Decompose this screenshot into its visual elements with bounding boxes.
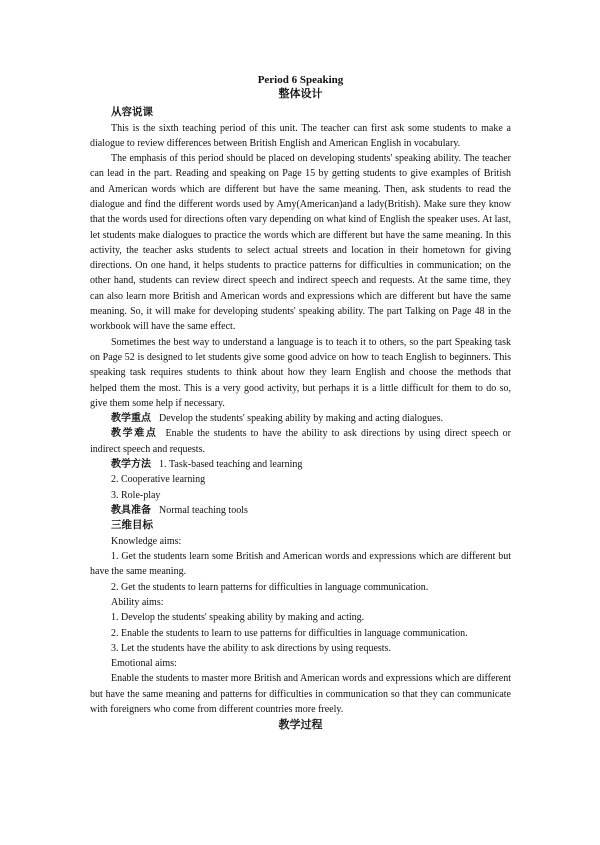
key-points — [90, 411, 511, 426]
emotional-aims-label: Emotional aims: — [111, 658, 177, 670]
document-page — [90, 73, 511, 733]
methods-item-1: 1. Task-based teaching and learning — [159, 459, 303, 471]
key-points-text: Develop the students' speaking ability by making and acting dialogues. — [159, 413, 443, 425]
heading-lesson-talk: 从容说课 — [111, 107, 153, 118]
knowledge-aims-label: Knowledge aims: — [111, 535, 182, 547]
ability-aim-1: 1. Develop the students' speaking ability by making and acting. — [111, 612, 365, 624]
key-points-label: 教学重点 — [111, 413, 151, 425]
knowledge-aim-1: 1. Get the students learn some British and American words and expressions which are different but have the same meaning. — [90, 551, 511, 578]
ability-aims-label: Ability aims: — [111, 596, 164, 608]
intro-paragraph-2: The emphasis of this period should be placed on developing students' speaking ability. The teacher can lead in the part. Reading and speaking on Page 15 by getting students to give examples of British and American words which are different but have the same meaning. Then, ask students to read the dialogue and find the different words used by Amy(American)and a lady(British). Make sure they know that the words used for directions often vary depending on what kind of English the speaker uses. At last, let students make dialogues to practice the words which are different but have the same meaning. In this activity, the teacher asks students to select actual streets and location in their hometown for giving directions. On one hand, it helps students to practice patterns for difficulties in communication; on the other hand, students can review direct speech and indirect speech and requests. At the same time, they can also learn more British and American words and expressions which are different but have the same meaning. So, it will make for developing students' speaking ability. The part Talking on Page 48 in the workbook will have the same effect. — [90, 153, 511, 333]
teaching-aids-text: Normal teaching tools — [159, 504, 248, 516]
difficult-points-text: Enable the students to have the ability to ask directions by using direct speech or indirect speech and requests. — [90, 428, 511, 455]
period-title: Period 6 Speaking — [257, 74, 344, 86]
ability-aim-2: 2. Enable the students to learn to use patterns for difficulties in language communication. — [111, 627, 468, 639]
teaching-aids — [90, 503, 511, 518]
knowledge-aim-2: 2. Get the students to learn patterns for difficulties in language communication. — [111, 581, 429, 593]
ability-aim-3: 3. Let the students have the ability to ask directions by using requests. — [111, 642, 391, 654]
emotional-aims-text: Enable the students to master more British and American words and expressions which are different but have the same meaning and patterns for difficulties in communication so that they can communicate with foreigners who come from different countries more freely. — [90, 673, 511, 715]
difficult-points — [90, 426, 511, 457]
methods-item-3: 3. Role-play — [111, 489, 161, 501]
methods-label: 教学方法 — [111, 459, 151, 471]
heading-three-dimensional-goals: 三维目标 — [111, 520, 153, 532]
section-title-teaching-process: 教学过程 — [278, 719, 323, 732]
section-title-overall-design: 整体设计 — [278, 88, 323, 100]
methods — [90, 457, 511, 472]
difficult-points-label: 教学难点 — [111, 428, 158, 440]
intro-paragraph-3: Sometimes the best way to understand a language is to teach it to others, so the part Speaking task on Page 52 is designed to let students give some good advice on how to teach English to beginners. This speaking task requires students to think about how they learn English and choose the methods that helped them the most. This is a very good activity, but perhaps it is a little difficult for them to do so, give them some help if necessary. — [90, 336, 511, 409]
methods-item-2: 2. Cooperative learning — [111, 474, 206, 486]
teaching-aids-label: 教具准备 — [111, 504, 151, 516]
intro-paragraph-1: This is the sixth teaching period of this unit. The teacher can first ask some students to make a dialogue to review differences between British English and American English in vocabulary. — [90, 122, 511, 149]
